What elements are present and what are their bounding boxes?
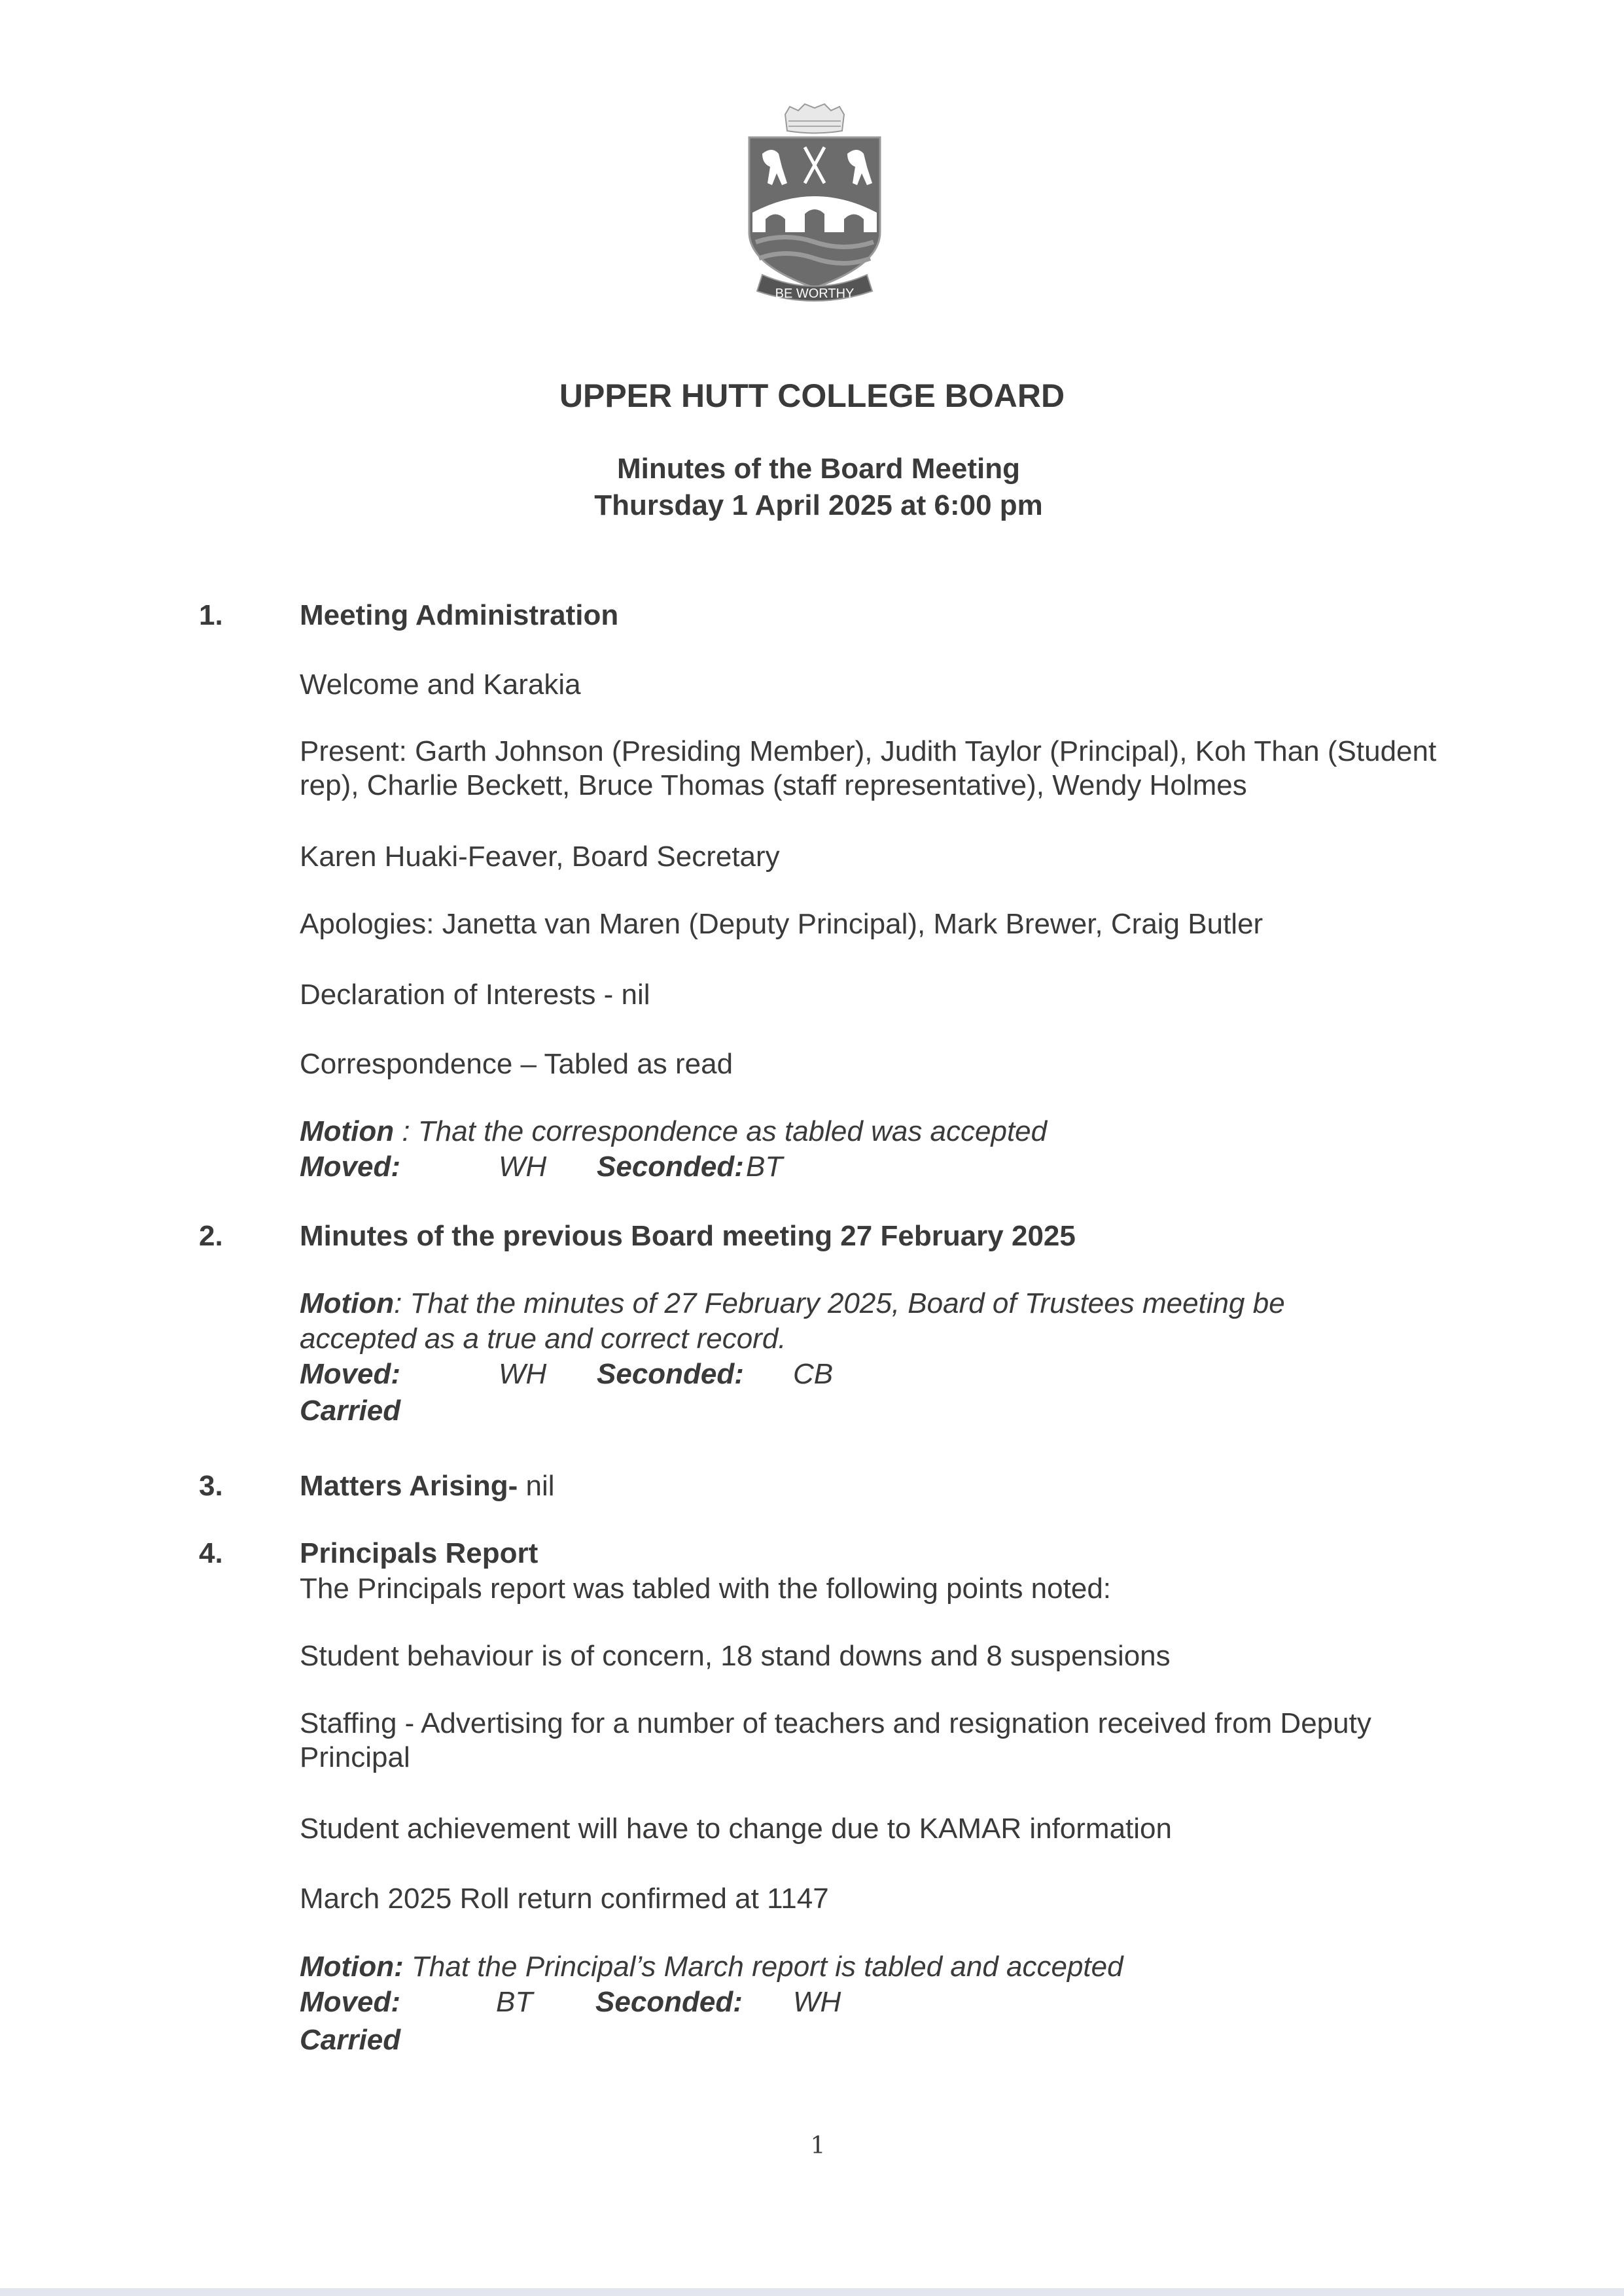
moved-label: Moved: [300, 1986, 400, 2018]
motion-text: : That the correspondence as tabled was accepted [394, 1115, 1048, 1147]
section-heading: Meeting Administration [300, 599, 619, 631]
seconded-by: WH [793, 1986, 841, 2018]
moved-by: BT [496, 1986, 533, 2018]
section-number: 4. [199, 1537, 223, 1569]
meeting-date: Thursday 1 April 2025 at 6:00 pm [594, 489, 1043, 521]
seconded-label: Seconded: [597, 1358, 744, 1390]
achievement-note: Student achievement will have to change due to KAMAR information [300, 1813, 1172, 1845]
moved-label: Moved: [300, 1358, 400, 1390]
motion-label: Motion [300, 1287, 395, 1319]
crown-icon [785, 104, 844, 133]
roll-note: March 2025 Roll return confirmed at 1147 [300, 1883, 829, 1915]
secretary-text: Karen Huaki-Feaver, Board Secretary [300, 841, 780, 873]
seconded-label: Seconded: [597, 1151, 744, 1183]
motion-result: Carried [300, 1395, 401, 1427]
section-heading: Minutes of the previous Board meeting 27 February 2025 [300, 1220, 1076, 1252]
motto-text: BE WORTHY [775, 287, 855, 301]
present-list: Present: Garth Johnson (Presiding Member), Judith Taylor (Principal), Koh Than (Student rep), Charlie Beckett, Bruce Thomas (staff representative), Wendy Holmes [300, 735, 1437, 801]
moved-label: Moved: [300, 1151, 400, 1183]
section-heading-value: nil [518, 1470, 555, 1502]
moved-by: WH [499, 1358, 547, 1390]
welcome-text: Welcome and Karakia [300, 669, 581, 701]
motion [300, 1949, 1123, 1985]
declaration-text: Declaration of Interests - nil [300, 979, 650, 1011]
section-number: 2. [199, 1220, 223, 1252]
motion-label: Motion: [300, 1951, 404, 1983]
motion-text: : That the minutes of 27 February 2025, Board of Trustees meeting be [394, 1287, 1285, 1319]
section-number: 3. [199, 1470, 223, 1502]
section-number: 1. [199, 599, 223, 631]
section-heading: Principals Report [300, 1537, 538, 1569]
seconded-by: BT [746, 1151, 783, 1183]
motion [300, 1286, 1285, 1321]
scan-edge [0, 2288, 1624, 2296]
page-number: 1 [810, 2132, 826, 2159]
staffing-note: Staffing - Advertising for a number of teachers and resignation received from Deputy Principal [300, 1707, 1371, 1773]
seconded-by: CB [793, 1358, 834, 1390]
section-heading-label: Matters Arising- [300, 1470, 518, 1502]
correspondence-text: Correspondence – Tabled as read [300, 1048, 733, 1080]
motion-result: Carried [300, 2024, 401, 2056]
apologies-text: Apologies: Janetta van Maren (Deputy Principal), Mark Brewer, Craig Butler [300, 908, 1263, 940]
college-crest-logo [743, 101, 887, 311]
page-subtitle: Minutes of the Board Meeting [617, 453, 1020, 485]
behaviour-note: Student behaviour is of concern, 18 stand downs and 8 suspensions [300, 1640, 1171, 1672]
page-title: UPPER HUTT COLLEGE BOARD [559, 377, 1065, 414]
motion [300, 1114, 1047, 1149]
moved-by: WH [499, 1151, 547, 1183]
section-heading [300, 1469, 555, 1504]
motion-label: Motion [300, 1115, 395, 1147]
seconded-label: Seconded: [595, 1986, 743, 2018]
motion-text-cont: accepted as a true and correct record. [300, 1323, 786, 1355]
report-intro: The Principals report was tabled with the following points noted: [300, 1573, 1112, 1605]
motion-text: That the Principal’s March report is tabled and accepted [403, 1951, 1123, 1983]
